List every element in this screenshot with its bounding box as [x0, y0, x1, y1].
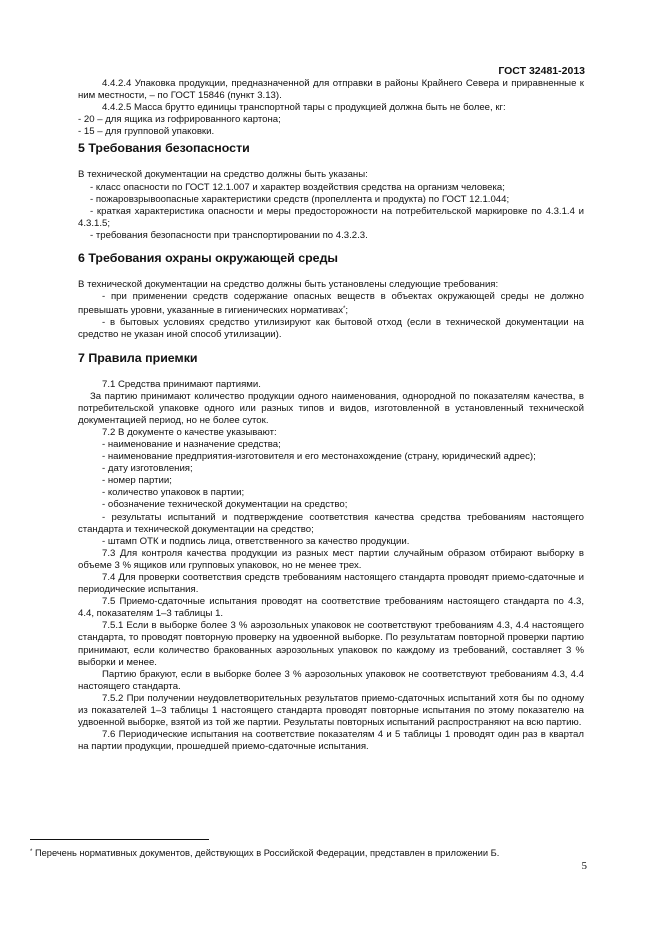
list-item: - класс опасности по ГОСТ 12.1.007 и характер воздействия средства на организм человека;	[90, 181, 505, 193]
list-item: - количество упаковок в партии;	[102, 487, 245, 499]
doc-header: ГОСТ 32481-2013	[498, 65, 585, 77]
section-5-title: 5 Требования безопасности	[78, 141, 250, 156]
paragraph-4-4-2-4: 4.4.2.4 Упаковка продукции, предназначенной для отправки в районы Крайнего Севера и приравненные к ним местности, – по ГОСТ 15846 (пункт 3.13).	[78, 78, 584, 102]
list-item: - обозначение технической документации на средство;	[102, 499, 348, 511]
page-number: 5	[581, 860, 587, 872]
list-item: - 15 – для групповой упаковки.	[78, 126, 215, 138]
list-item: - пожаровзрывоопасные характеристики средств (пропеллента и продукта) по ГОСТ 12.1.044;	[90, 193, 510, 205]
paragraph-7-1: 7.1 Средства принимают партиями.	[102, 378, 261, 390]
section-7-title: 7 Правила приемки	[78, 350, 198, 365]
list-item: - наименование и назначение средства;	[102, 438, 281, 450]
list-item: - краткая характеристика опасности и меры предосторожности на потребительской маркировке по 4.3.1.4 и 4.3.1.5;	[78, 205, 584, 229]
paragraph-7-4: 7.4 Для проверки соответствия средств требованиям настоящего стандарта проводят приемо-сдаточные и периодические испытания.	[78, 572, 584, 596]
paragraph-7-6: 7.6 Периодические испытания на соответствие показателям 4 и 5 таблицы 1 проводят один раз в квартал на партии продукции, прошедшей приемо-сдаточные испытания.	[78, 729, 584, 753]
footnote-reference: *	[343, 306, 346, 313]
list-item-end: ;	[345, 305, 349, 317]
list-item-text: - при применении средств содержание опасных веществ в объектах окружающей среды не должно превышать уровни, указанные в гигиенических нормативах	[78, 291, 584, 317]
list-item: - дату изготовления;	[102, 463, 193, 475]
paragraph-7-2: 7.2 В документе о качестве указывают:	[102, 426, 277, 438]
paragraph: За партию принимают количество продукции одного наименования, однородной по показателям качества, в потребительской упаковке одного или разных типов и видов, изготовленной в установленный технической документацией период, но не более суток.	[78, 390, 584, 426]
paragraph-7-5-1: 7.5.1 Если в выборке более 3 % аэрозольных упаковок не соответствуют требованиям 4.3, 4.4 настоящего стандарта, то проводят повторную проверку на удвоенной выборке. По результатам повторной проверки партию принимают, если количество бракованных аэрозольных упаковок по каждому из требований, составляет 3 % выборки и менее.	[78, 620, 584, 668]
paragraph-7-3: 7.3 Для контроля качества продукции из разных мест партии случайным образом отбирают выборку в объеме 3 % ящиков или групповых упаковок, но не менее трех.	[78, 547, 584, 571]
footnote	[30, 846, 499, 859]
list-item: - номер партии;	[102, 475, 172, 487]
footnote-text: Перечень нормативных документов, действующих в Российской Федерации, представлен в приложении Б.	[34, 848, 500, 858]
paragraph-4-4-2-5: 4.4.2.5 Масса брутто единицы транспортной тары с продукцией должна быть не более, кг:	[102, 102, 506, 114]
list-item: - наименование предприятия-изготовителя и его местонахождение (страну, юридический адрес);	[102, 451, 536, 463]
footnote-mark: *	[30, 849, 33, 855]
list-item: - 20 – для ящика из гофрированного картона;	[78, 114, 281, 126]
list-item: - в бытовых условиях средство утилизируют как бытовой отход (если в технической документации на средство не указан иной способ утилизации).	[78, 317, 584, 341]
paragraph: В технической документации на средство должны быть установлены следующие требования:	[78, 279, 499, 291]
footnote-divider	[30, 839, 209, 840]
paragraph-7-5-2: 7.5.2 При получении неудовлетворительных результатов приемо-сдаточных испытаний хотя бы по одному из показателей 1–3 таблицы 1 настоящего стандарта проводят повторные испытания по этому показателю на удвоенной выборке, взятой из той же партии. Результаты повторных испытаний распространяют на всю партию.	[78, 692, 584, 729]
page-content	[78, 78, 584, 753]
list-item	[78, 291, 584, 317]
section-6-title: 6 Требования охраны окружающей среды	[78, 251, 339, 266]
list-item: - штамп ОТК и подпись лица, ответственного за качество продукции.	[102, 535, 410, 547]
paragraph-7-5: 7.5 Приемо-сдаточные испытания проводят на соответствие требованиям настоящего стандарта по 4.3, 4.4, показателям 1–3 таблицы 1.	[78, 596, 584, 620]
list-item: - требования безопасности при транспортировании по 4.3.2.3.	[90, 229, 368, 241]
list-item: - результаты испытаний и подтверждение соответствия качества средства требованиям настоящего стандарта и технической документации на средство;	[78, 511, 584, 535]
paragraph: Партию бракуют, если в выборке более 3 % аэрозольных упаковок не соответствуют требованиям 4.3, 4.4 настоящего стандарта.	[78, 668, 584, 692]
paragraph: В технической документации на средство должны быть указаны:	[78, 169, 368, 181]
